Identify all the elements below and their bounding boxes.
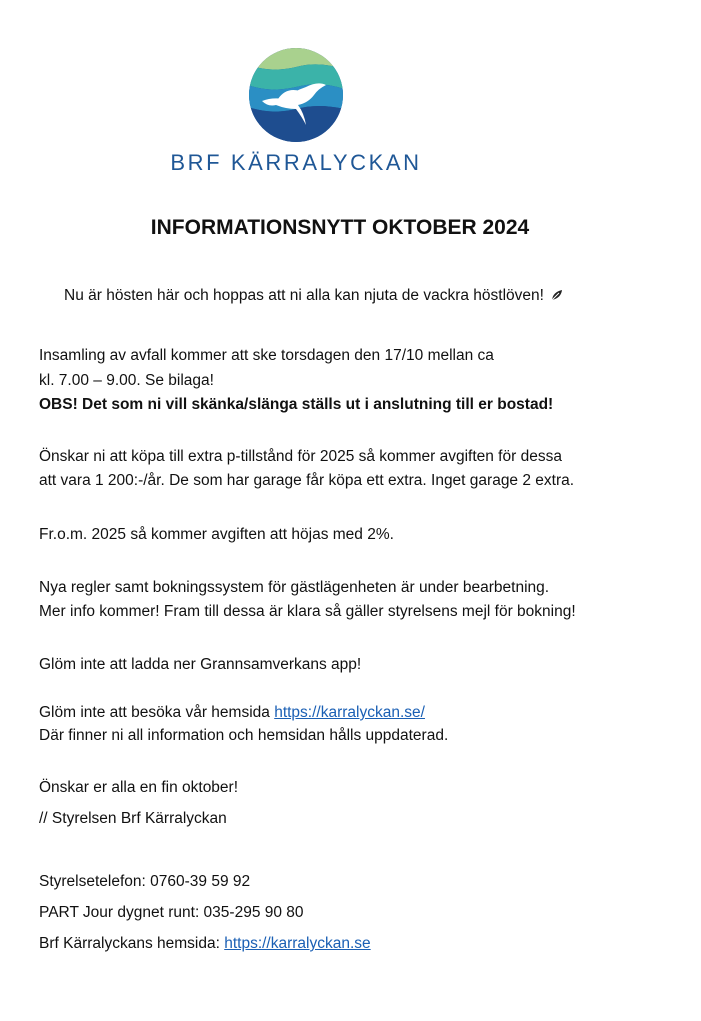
contact-jour: PART Jour dygnet runt: 035-295 90 80 <box>39 904 304 921</box>
website-line-2: Där finner ni all information och hemsidan hålls uppdaterad. <box>39 727 449 744</box>
brand-name: BRF KÄRRALYCKAN <box>170 150 422 175</box>
website-link[interactable]: https://karralyckan.se/ <box>274 704 425 721</box>
brf-karralyckan-logo <box>248 47 344 143</box>
homepage-prefix: Brf Kärralyckans hemsida: <box>39 935 225 952</box>
closing-greeting: Önskar er alla en fin oktober! <box>39 779 239 796</box>
contact-homepage <box>39 933 371 955</box>
fee-line: Fr.o.m. 2025 så kommer avgiften att höjas med 2%. <box>39 526 394 543</box>
contact-phone: Styrelsetelefon: 0760-39 59 92 <box>39 873 251 890</box>
homepage-link[interactable]: https://karralyckan.se <box>224 935 371 952</box>
waste-line-2: kl. 7.00 – 9.00. Se bilaga! <box>39 372 214 389</box>
guest-line-2: Mer info kommer! Fram till dessa är klara så gäller styrelsens mejl för bokning! <box>39 603 576 620</box>
guest-line-1: Nya regler samt bokningssystem för gästlägenheten är under bearbetning. <box>39 579 550 596</box>
leaf-icon <box>550 288 564 302</box>
page-title: INFORMATIONSNYTT OKTOBER 2024 <box>150 216 530 239</box>
intro-text: Nu är hösten här och hoppas att ni alla kan njuta de vackra höstlöven! <box>64 287 544 304</box>
waste-line-1: Insamling av avfall kommer att ske torsdagen den 17/10 mellan ca <box>39 347 494 364</box>
app-line: Glöm inte att ladda ner Grannsamverkans app! <box>39 656 362 673</box>
parking-line-1: Önskar ni att köpa till extra p-tillstånd för 2025 så kommer avgiften för dessa <box>39 448 562 465</box>
website-line-1 <box>39 702 425 724</box>
waste-notice: OBS! Det som ni vill skänka/slänga ställs ut i anslutning till er bostad! <box>39 396 554 413</box>
closing-signature: // Styrelsen Brf Kärralyckan <box>39 810 227 827</box>
parking-line-2: att vara 1 200:-/år. De som har garage får köpa ett extra. Inget garage 2 extra. <box>39 472 575 489</box>
website-prefix: Glöm inte att besöka vår hemsida <box>39 704 275 721</box>
intro-line <box>64 285 564 307</box>
